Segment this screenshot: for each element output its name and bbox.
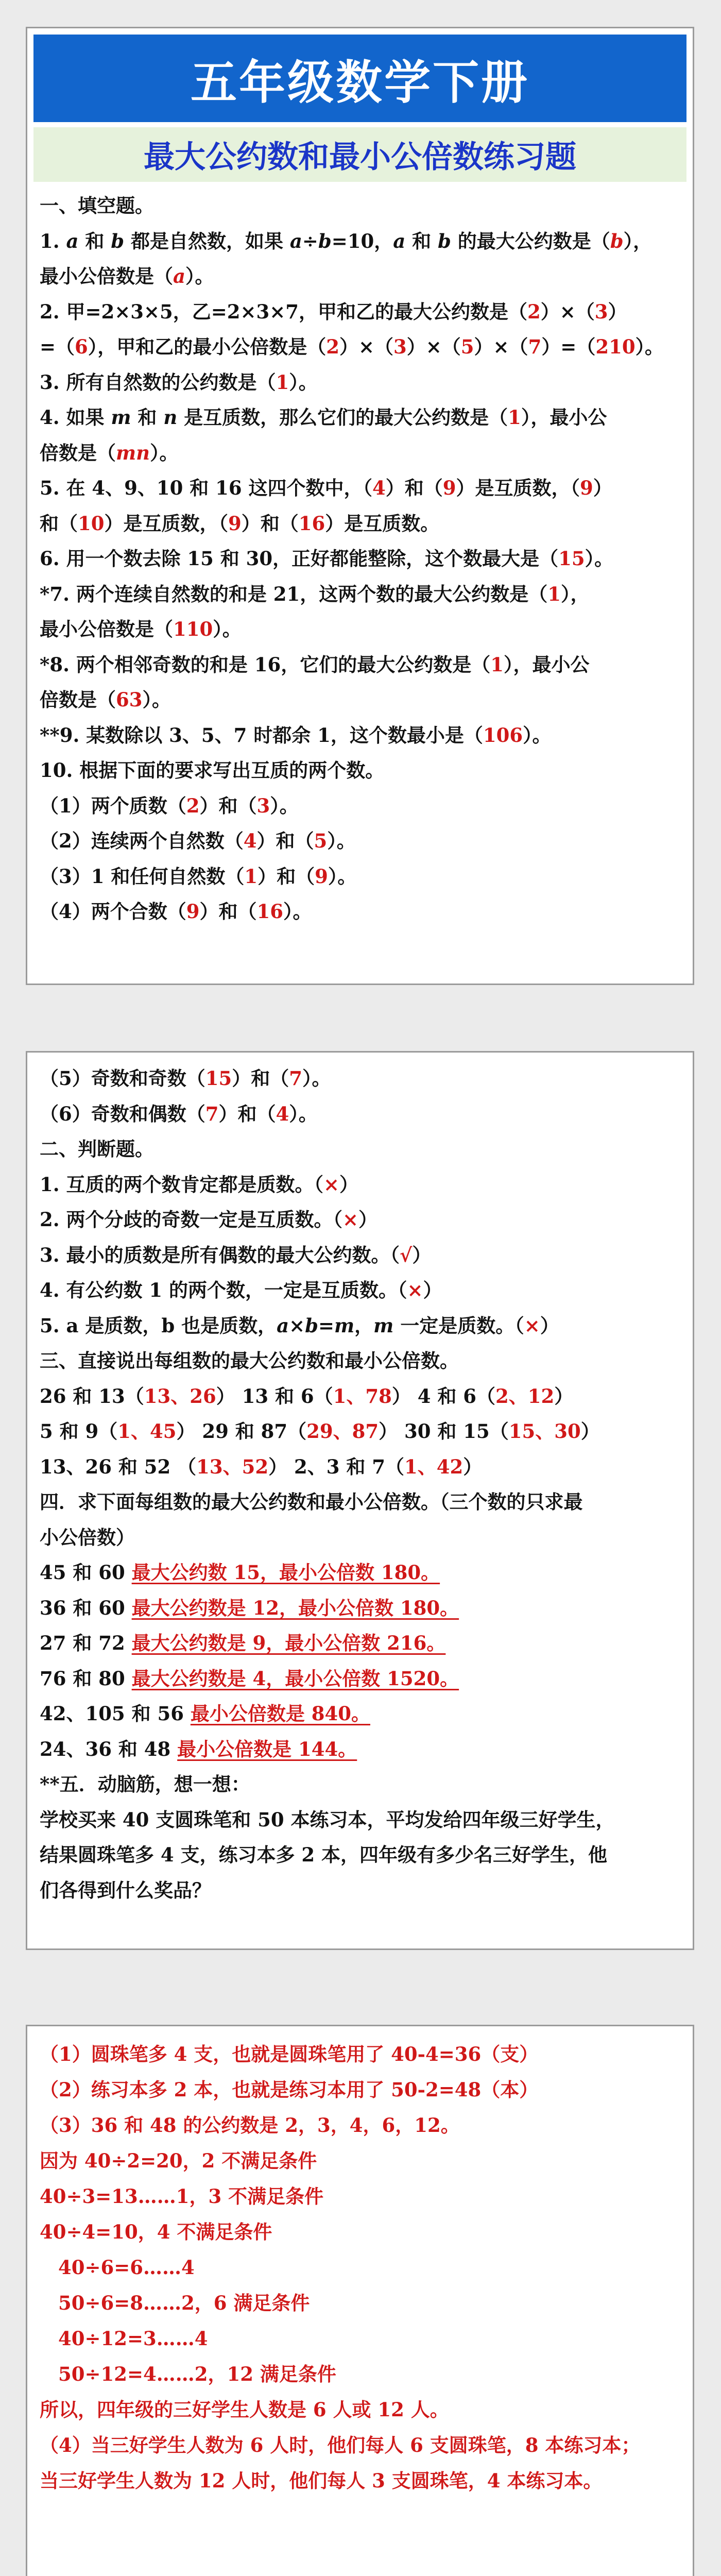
answer-text: 所以，四年级的三好学生人数是 6 人或 12 人。 (40, 2398, 449, 2421)
text-line (40, 718, 683, 753)
text-line (40, 1767, 683, 1802)
question-text: a (277, 1314, 289, 1337)
answer-text: 50÷12=4……2，12 满足条件 (58, 2363, 336, 2385)
answer-text: 9 (186, 900, 200, 923)
text-line (40, 259, 683, 294)
question-text: 和 (131, 406, 164, 429)
text-line (40, 400, 683, 435)
question-text: 13、26 和 52 （ (40, 1455, 197, 1478)
answer-text: 当三好学生人数为 12 人时，他们每人 3 支圆珠笔，4 本练习本。 (40, 2469, 603, 2492)
question-text: b (438, 229, 451, 252)
text-line (40, 1379, 683, 1414)
answer-text: 106 (483, 723, 523, 747)
question-text: 最小公倍数是（ (40, 265, 173, 287)
question-text: × (289, 1314, 305, 1337)
answer-text: 63 (116, 688, 143, 711)
question-text: 76 和 80 (40, 1667, 132, 1690)
answer-text: 16 (256, 900, 283, 923)
question-text: 27 和 72 (40, 1632, 132, 1654)
question-text: 倍数是（ (40, 688, 116, 711)
answer-text: mn (116, 441, 150, 464)
text-line (40, 1696, 683, 1732)
question-text: 2. 甲=2×3×5，乙=2×3×7，甲和乙的最大公约数是（ (40, 300, 527, 323)
question-text: ）。 (327, 829, 356, 852)
answer-text: 10 (78, 512, 105, 535)
question-text: ）是互质数。 (325, 512, 440, 535)
text-line (40, 823, 683, 859)
question-text: 45 和 60 (40, 1561, 132, 1584)
question-text: 3. 最小的质数是所有偶数的最大公约数。（ (40, 1243, 400, 1266)
question-text: **9. 某数除以 3、5、7 时都余 1，这个数最小是（ (40, 723, 483, 747)
text-line (40, 224, 683, 259)
text-line (40, 2179, 683, 2214)
answer-text: 16 (298, 512, 325, 535)
answer-text: 110 (173, 618, 213, 640)
text-line (40, 2321, 683, 2357)
question-text: =（ (40, 335, 75, 358)
worksheet-page-1 (26, 27, 694, 985)
text-line (40, 506, 683, 541)
question-text: ， (354, 1314, 374, 1337)
answer-text: × (407, 1279, 423, 1301)
question-text: 1. (40, 229, 66, 252)
question-text: ）和（ (218, 1102, 276, 1125)
question-text: ）和（ (199, 794, 257, 817)
answer-text: 1 (547, 582, 561, 605)
question-text: ）=（ (541, 335, 596, 358)
answer-text: 15 (205, 1067, 232, 1090)
question-text: 4. 有公约数 1 的两个数，一定是互质数。（ (40, 1279, 407, 1301)
question-text: ） (463, 1455, 483, 1478)
text-line (40, 1096, 683, 1132)
question-text: 倍数是（ (40, 441, 116, 464)
question-text: 5. 在 4、9、10 和 16 这四个数中，（ (40, 477, 372, 499)
question-text: 是互质数，那么它们的最大公约数是（ (177, 406, 508, 429)
question-text: 5 和 9（ (40, 1420, 118, 1443)
question-text: ）。 (328, 865, 357, 888)
question-text: m (334, 1314, 355, 1337)
question-text: ）和（ (232, 1067, 289, 1090)
text-line (40, 435, 683, 471)
question-text: ），最小公 (521, 406, 607, 429)
answer-text: 13、52 (196, 1455, 269, 1478)
page-title: 五年级数学下册 (33, 35, 686, 122)
text-line (40, 2072, 683, 2108)
question-text: 小公倍数） (40, 1526, 135, 1549)
text-line (40, 2037, 683, 2072)
answer-text: 9 (228, 512, 242, 535)
answer-text: 2 (186, 794, 200, 817)
question-text: 和（ (40, 512, 78, 535)
answer-text: 4 (276, 1102, 289, 1125)
question-text: 和 (78, 229, 111, 252)
question-text: ）。 (270, 794, 299, 817)
question-text: ）×（ (474, 335, 528, 358)
question-text: （4）两个合数（ (40, 900, 186, 923)
answer-text: 2 (326, 335, 340, 358)
question-text: ）×（ (339, 335, 394, 358)
answer-text: 4 (372, 477, 386, 499)
question-text: ）， (560, 582, 590, 605)
text-line (40, 1343, 683, 1379)
text-line (40, 1520, 683, 1555)
page2-content (27, 1053, 693, 1908)
question-text: ） (423, 1279, 442, 1301)
answer-text: × (524, 1314, 540, 1337)
text-line (40, 2463, 683, 2499)
worksheet-page-2 (26, 1051, 694, 1950)
question-text: ）和（ (256, 829, 314, 852)
question-text: （1）两个质数（ (40, 794, 186, 817)
text-line (40, 788, 683, 824)
answer-text: 1 (276, 370, 289, 394)
question-text: ） 29 和 87（ (176, 1420, 307, 1443)
answer-text: （1）圆珠笔多 4 支，也就是圆珠笔用了 40-4=36（支） (40, 2043, 539, 2065)
question-text: 二、判断题。 (40, 1138, 154, 1160)
answer-text: 2、12 (495, 1384, 555, 1408)
question-text: 26 和 13（ (40, 1384, 144, 1408)
answer-text: 7 (289, 1067, 302, 1090)
answer-text: 7 (528, 335, 542, 358)
question-text: ）。 (289, 370, 318, 394)
question-text: 都是自然数，如果 (124, 229, 290, 252)
text-line (40, 2392, 683, 2428)
question-text: ）。 (142, 688, 171, 711)
text-line (40, 1131, 683, 1167)
text-line (40, 1661, 683, 1697)
answer-text: 3 (256, 794, 270, 817)
question-text: 36 和 60 (40, 1596, 132, 1619)
question-text: ） (608, 300, 627, 323)
answer-text: 13、26 (144, 1384, 216, 1408)
question-text: ）。 (283, 900, 312, 923)
question-text: 1. 互质的两个数肯定都是质数。（ (40, 1173, 324, 1196)
question-text: 10. 根据下面的要求写出互质的两个数。 (40, 759, 385, 782)
answer-underlined: 最大公约数是 9，最小公倍数 216。 (131, 1632, 446, 1654)
question-text: ÷ (302, 229, 318, 252)
question-text: （2）连续两个自然数（ (40, 829, 244, 852)
answer-text: 3 (393, 335, 407, 358)
question-text: m (111, 406, 131, 429)
question-text: ） (540, 1314, 559, 1337)
text-line (40, 612, 683, 647)
text-line (40, 1873, 683, 1908)
text-line (40, 1590, 683, 1626)
text-line (40, 2143, 683, 2179)
question-text: 5. a 是质数，b 也是质数， (40, 1314, 277, 1337)
question-text: *8. 两个相邻奇数的和是 16，它们的最大公约数是（ (40, 653, 491, 676)
text-line (40, 894, 683, 929)
question-text: ） (358, 1208, 378, 1231)
text-line (40, 2357, 683, 2392)
text-line (40, 2108, 683, 2143)
question-text: ）和（ (385, 477, 443, 499)
answer-text: 3 (594, 300, 608, 323)
question-text: 结果圆珠笔多 4 支，练习本多 2 本，四年级有多少名三好学生，他 (40, 1843, 608, 1866)
answer-text: 15、30 (508, 1420, 581, 1443)
worksheet-page-3 (26, 2025, 694, 2576)
question-text: ）×（ (406, 335, 461, 358)
question-text: ）是互质数，（ (456, 477, 580, 499)
answer-text: 4 (243, 829, 257, 852)
answer-underlined: 最大公约数是 12，最小公倍数 180。 (131, 1596, 459, 1619)
answer-text: （2）练习本多 2 本，也就是练习本用了 50-2=48（本） (40, 2078, 539, 2101)
question-text: ） (593, 477, 612, 499)
question-text: 4. 如果 (40, 406, 111, 429)
answer-text: 因为 40÷2=20，2 不满足条件 (40, 2149, 317, 2172)
question-text: ） (554, 1384, 574, 1408)
answer-text: 5 (314, 829, 328, 852)
text-line (40, 294, 683, 330)
answer-text: 40÷3=13……1，3 不满足条件 (40, 2185, 324, 2208)
answer-text: 6 (75, 335, 88, 358)
question-text: ） (412, 1243, 432, 1266)
question-text: ） 30 和 15（ (379, 1420, 509, 1443)
answer-text: 7 (205, 1102, 219, 1125)
question-text: ）。 (635, 335, 664, 358)
text-line (40, 1202, 683, 1238)
question-text: 和 (405, 229, 438, 252)
answer-text: √ (400, 1243, 413, 1266)
question-text: 最小公倍数是（ (40, 618, 173, 640)
answer-text: 50÷6=8……2，6 满足条件 (58, 2292, 310, 2314)
question-text: （3）1 和任何自然数（ (40, 865, 245, 888)
question-text: ）和（ (258, 865, 315, 888)
text-line (40, 188, 683, 224)
question-text: ）和（ (241, 512, 299, 535)
question-text: ）， (623, 229, 653, 252)
answer-text: 5 (460, 335, 474, 358)
question-text: m (373, 1314, 394, 1337)
question-text: （5）奇数和奇数（ (40, 1067, 205, 1090)
question-text: n (163, 406, 178, 429)
text-line (40, 2214, 683, 2250)
question-text: 学校买来 40 支圆珠笔和 50 本练习本，平均发给四年级三好学生， (40, 1808, 615, 1831)
answer-text: 15 (558, 547, 585, 570)
text-line (40, 577, 683, 612)
question-text: 一、填空题。 (40, 194, 154, 217)
answer-text: 40÷6=6……4 (58, 2256, 195, 2279)
question-text: **五．动脑筋，想一想： (40, 1773, 250, 1795)
question-text: a (393, 229, 406, 252)
answer-text: 1 (244, 865, 258, 888)
question-text: ）是互质数，（ (104, 512, 228, 535)
answer-underlined: 最小公倍数是 840。 (190, 1702, 370, 1725)
answer-text: 40÷12=3……4 (58, 2327, 208, 2350)
question-text: = (318, 1314, 335, 1337)
question-text: a (66, 229, 79, 252)
text-line (40, 647, 683, 683)
text-line (40, 2428, 683, 2463)
question-text: =10， (331, 229, 393, 252)
text-line (40, 1625, 683, 1661)
text-line (40, 2250, 683, 2285)
page1-content (27, 182, 693, 929)
question-text: ），甲和乙的最小公倍数是（ (88, 335, 327, 358)
question-text: 的最大公约数是（ (451, 229, 610, 252)
answer-text: 9 (580, 477, 593, 499)
text-line (40, 329, 683, 365)
question-text: 2. 两个分歧的奇数一定是互质数。（ (40, 1208, 343, 1231)
text-line (40, 753, 683, 788)
text-line (40, 1732, 683, 1767)
answer-underlined: 最小公倍数是 144。 (177, 1737, 357, 1760)
text-line (40, 682, 683, 718)
question-text: ）。 (213, 618, 242, 640)
text-line (40, 2285, 683, 2321)
text-line (40, 1449, 683, 1485)
text-line (40, 1308, 683, 1344)
question-text: 42、105 和 56 (40, 1702, 191, 1725)
answer-underlined: 最大公约数 15，最小公倍数 180。 (131, 1561, 440, 1584)
answer-text: 210 (595, 335, 636, 358)
question-text: 三、直接说出每组数的最大公约数和最小公倍数。 (40, 1349, 459, 1372)
answer-text: 1 (490, 653, 504, 676)
question-text: （6）奇数和偶数（ (40, 1102, 205, 1125)
answer-underlined: 最大公约数是 4，最小公倍数 1520。 (131, 1667, 459, 1690)
text-line (40, 1167, 683, 1202)
answer-text: a (173, 265, 185, 287)
answer-text: b (610, 229, 624, 252)
text-line (40, 1837, 683, 1873)
text-line (40, 859, 683, 894)
text-line (40, 1238, 683, 1273)
text-line (40, 1802, 683, 1838)
answer-text: 1、45 (117, 1420, 177, 1443)
question-text: 一定是质数。（ (393, 1314, 524, 1337)
question-text: 6. 用一个数去除 15 和 30，正好都能整除，这个数最大是（ (40, 547, 559, 570)
answer-text: 9 (315, 865, 328, 888)
question-text: ） (339, 1173, 359, 1196)
question-text: ）。 (523, 723, 552, 747)
text-line (40, 1061, 683, 1096)
answer-text: （3）36 和 48 的公约数是 2，3，4，6，12。 (40, 2114, 460, 2137)
question-text: b (318, 229, 332, 252)
question-text: 四．求下面每组数的最大公约数和最小公倍数。（三个数的只求最 (40, 1490, 583, 1513)
question-text: ），最小公 (503, 653, 590, 676)
question-text: ） 13 和 6（ (216, 1384, 333, 1408)
answer-text: 29、87 (306, 1420, 379, 1443)
answer-text: × (342, 1208, 359, 1231)
question-text: b (305, 1314, 318, 1337)
question-text: 24、36 和 48 (40, 1737, 178, 1760)
question-text: ）。 (585, 547, 614, 570)
text-line (40, 1414, 683, 1449)
text-line (40, 470, 683, 506)
answer-text: 40÷4=10，4 不满足条件 (40, 2221, 272, 2243)
question-text: ）×（ (540, 300, 595, 323)
text-line (40, 1555, 683, 1590)
answer-text: × (323, 1173, 340, 1196)
page-subtitle: 最大公约数和最小公倍数练习题 (33, 127, 686, 182)
question-text: ）和（ (199, 900, 257, 923)
question-text: a (289, 229, 302, 252)
question-text: ） (580, 1420, 600, 1443)
question-text: ）。 (289, 1102, 318, 1125)
question-text: b (111, 229, 125, 252)
text-line (40, 1484, 683, 1520)
page3-content (27, 2026, 693, 2499)
answer-text: 1、78 (333, 1384, 392, 1408)
text-line (40, 1273, 683, 1308)
question-text: 们各得到什么奖品？ (40, 1878, 211, 1902)
answer-text: （4）当三好学生人数为 6 人时，他们每人 6 支圆珠笔，8 本练习本； (40, 2434, 641, 2456)
question-text: ）。 (150, 441, 179, 464)
answer-text: 9 (442, 477, 456, 499)
question-text: *7. 两个连续自然数的和是 21，这两个数的最大公约数是（ (40, 582, 548, 605)
text-line (40, 365, 683, 400)
question-text: ）。 (185, 265, 214, 287)
answer-text: 2 (527, 300, 541, 323)
answer-text: 1 (508, 406, 521, 429)
text-line (40, 541, 683, 577)
answer-text: 1、42 (404, 1455, 464, 1478)
question-text: ） 4 和 6（ (391, 1384, 495, 1408)
question-text: ）。 (302, 1067, 331, 1090)
question-text: ） 2、3 和 7（ (268, 1455, 404, 1478)
question-text: 3. 所有自然数的公约数是（ (40, 370, 276, 394)
